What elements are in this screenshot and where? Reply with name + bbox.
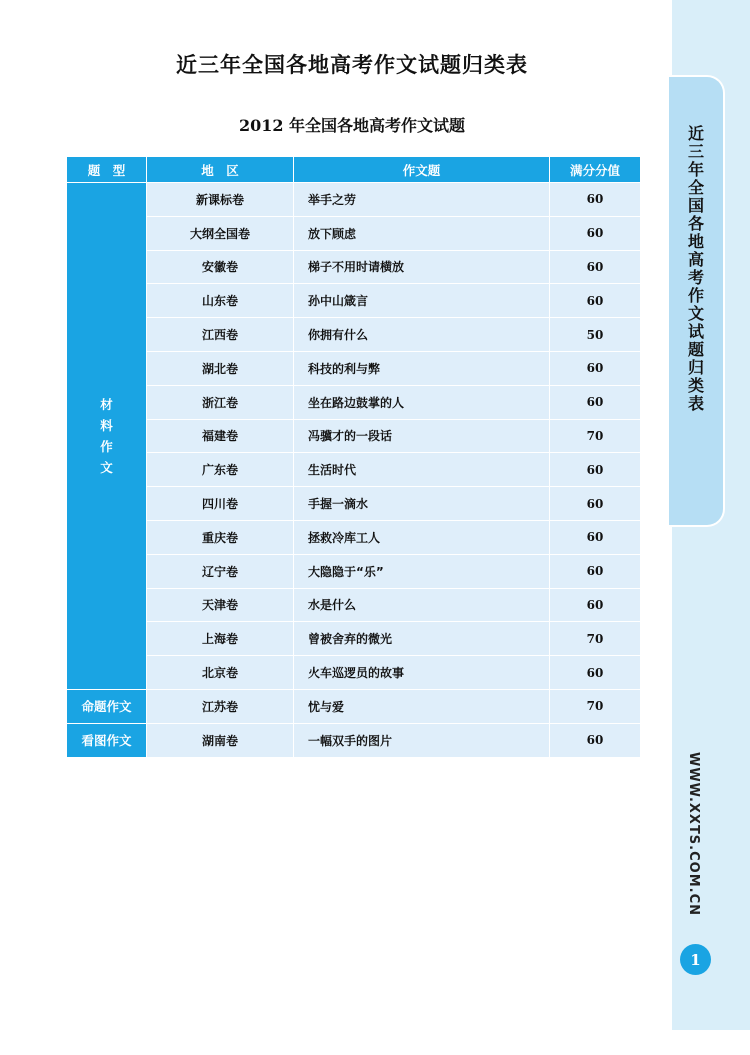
score-cell: 60 [550, 183, 641, 217]
topic-cell: 坐在路边鼓掌的人 [294, 385, 550, 419]
table-row [67, 216, 641, 250]
table-header-row [67, 157, 641, 183]
region-cell: 湖北卷 [147, 351, 294, 385]
table-row [67, 351, 641, 385]
topic-cell: 大隐隐于“乐” [294, 554, 550, 588]
topic-cell: 放下顾虑 [294, 216, 550, 250]
score-cell: 60 [550, 487, 641, 521]
category-picture-writing: 看图作文 [67, 723, 147, 757]
region-cell: 江西卷 [147, 318, 294, 352]
region-cell: 重庆卷 [147, 520, 294, 554]
table-row [67, 183, 641, 217]
header-topic: 作文题 [294, 157, 550, 183]
category-char: 材 [100, 396, 113, 412]
table-row [67, 250, 641, 284]
side-title: 近三年全国各地高考作文试题归类表 [685, 125, 705, 413]
region-cell: 广东卷 [147, 453, 294, 487]
topic-cell: 火车巡逻员的故事 [294, 656, 550, 690]
topic-cell: 孙中山箴言 [294, 284, 550, 318]
region-cell: 安徽卷 [147, 250, 294, 284]
category-char: 文 [100, 459, 113, 475]
score-cell: 60 [550, 554, 641, 588]
table-row [67, 723, 641, 757]
table-row [67, 554, 641, 588]
topic-cell: 举手之劳 [294, 183, 550, 217]
table-title: 2012 年全国各地高考作文试题 [238, 116, 466, 135]
score-cell: 60 [550, 656, 641, 690]
region-cell: 新课标卷 [147, 183, 294, 217]
table-row [67, 419, 641, 453]
table-row [67, 520, 641, 554]
category-char: 料 [100, 417, 113, 433]
score-cell: 70 [550, 622, 641, 656]
topic-cell: 曾被舍弃的微光 [294, 622, 550, 656]
category-proposition-writing: 命题作文 [67, 689, 147, 723]
table-row [67, 453, 641, 487]
region-cell: 辽宁卷 [147, 554, 294, 588]
header-score: 满分分值 [550, 157, 641, 183]
region-cell: 大纲全国卷 [147, 216, 294, 250]
page-title: 近三年全国各地高考作文试题归类表 [176, 53, 528, 77]
header-region: 地 区 [147, 157, 294, 183]
score-cell: 70 [550, 689, 641, 723]
topic-cell: 水是什么 [294, 588, 550, 622]
topic-cell: 科技的利与弊 [294, 351, 550, 385]
topic-cell: 拯救冷库工人 [294, 520, 550, 554]
page-number: 1 [680, 944, 711, 975]
score-cell: 60 [550, 723, 641, 757]
table-row [67, 588, 641, 622]
topic-cell: 忧与爱 [294, 689, 550, 723]
table-row [67, 284, 641, 318]
topic-cell: 生活时代 [294, 453, 550, 487]
header-type: 题 型 [67, 157, 147, 183]
table-row [67, 487, 641, 521]
table-row [67, 622, 641, 656]
score-cell: 60 [550, 520, 641, 554]
topic-cell: 手握一滴水 [294, 487, 550, 521]
side-tab [669, 75, 725, 527]
table-row [67, 385, 641, 419]
score-cell: 60 [550, 385, 641, 419]
topic-cell: 梯子不用时请横放 [294, 250, 550, 284]
score-cell: 50 [550, 318, 641, 352]
table-row [67, 689, 641, 723]
table-row [67, 656, 641, 690]
category-material-writing [67, 183, 147, 690]
region-cell: 湖南卷 [147, 723, 294, 757]
region-cell: 天津卷 [147, 588, 294, 622]
score-cell: 60 [550, 453, 641, 487]
region-cell: 北京卷 [147, 656, 294, 690]
topic-cell: 冯骥才的一段话 [294, 419, 550, 453]
region-cell: 浙江卷 [147, 385, 294, 419]
score-cell: 60 [550, 284, 641, 318]
region-cell: 福建卷 [147, 419, 294, 453]
score-cell: 60 [550, 351, 641, 385]
region-cell: 上海卷 [147, 622, 294, 656]
category-char: 作 [100, 438, 113, 454]
score-cell: 60 [550, 250, 641, 284]
essay-topics-table [66, 156, 641, 758]
region-cell: 江苏卷 [147, 689, 294, 723]
region-cell: 山东卷 [147, 284, 294, 318]
score-cell: 60 [550, 216, 641, 250]
topic-cell: 一幅双手的图片 [294, 723, 550, 757]
topic-cell: 你拥有什么 [294, 318, 550, 352]
region-cell: 四川卷 [147, 487, 294, 521]
table-row [67, 318, 641, 352]
score-cell: 60 [550, 588, 641, 622]
website-url: WWW.XXTS.COM.CN [686, 752, 701, 916]
score-cell: 70 [550, 419, 641, 453]
